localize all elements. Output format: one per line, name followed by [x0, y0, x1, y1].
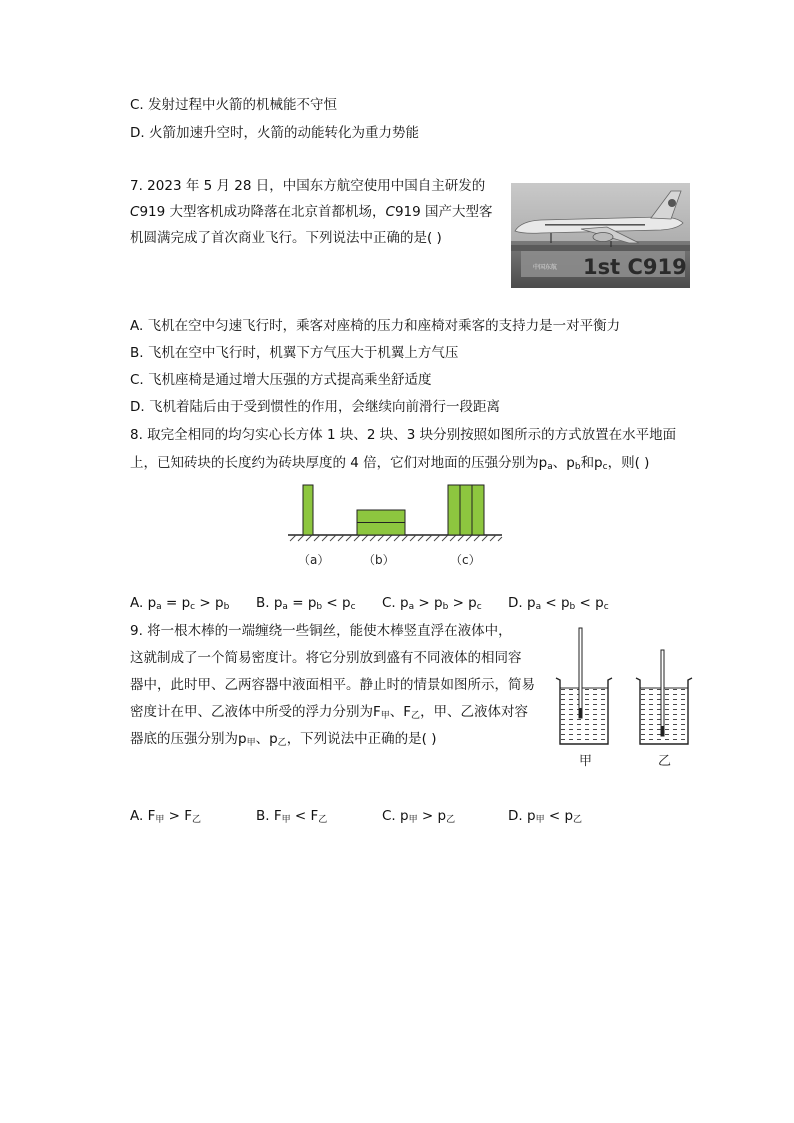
q9-option-b: B. $F_甲 < F_乙$: [256, 808, 328, 825]
option-d-prev: D. 火箭加速升空时，火箭的动能转化为重力势能: [130, 125, 419, 141]
q9-option-d: D. $p_甲 < p_乙$: [508, 808, 583, 825]
label-a: （a）: [298, 553, 330, 567]
q7-line-3: 机圆满完成了首次商业飞行。下列说法中正确的是( ): [130, 230, 442, 246]
q7-option-a: A. 飞机在空中匀速飞行时，乘客对座椅的压力和座椅对乘客的支持力是一对平衡力: [130, 318, 621, 334]
q7-line-2: C919 大型客机成功降落在北京首都机场，C919 国产大型客: [130, 204, 493, 220]
q9-option-a: A. $F_甲 > F_乙$: [130, 808, 202, 825]
q7-option-c: C. 飞机座椅是通过增大压强的方式提高乘坐舒适度: [130, 372, 432, 388]
brick-b-top: [357, 510, 405, 523]
label-yi: 乙: [658, 754, 672, 769]
brick-c-2: [460, 485, 472, 535]
beaker-jia: [556, 628, 612, 744]
q7-line-1: 7. 2023 年 5 月 28 日，中国东方航空使用中国自主研发的: [130, 178, 486, 194]
brick-c-3: [472, 485, 484, 535]
brick-b-bottom: [357, 523, 405, 536]
q9-line-5: 器底的压强分别为$p_甲$、$p_乙$，下列说法中正确的是( ): [130, 731, 437, 748]
q8-option-d: D. $p_a < p_b < p_c$: [508, 595, 609, 612]
q9-option-c: C. $p_甲 > p_乙$: [382, 808, 456, 825]
q8-option-b: B. $p_a = p_b < p_c$: [256, 595, 356, 612]
bricks-figure: [280, 480, 510, 575]
q8-line-1: 8. 取完全相同的均匀实心长方体 1 块、2 块、3 块分别按照如图所示的方式放置在水平地面: [130, 427, 677, 443]
photo-c919-text: 1st C919: [583, 255, 687, 279]
aircraft-photo: [511, 183, 690, 288]
option-c-prev: C. 发射过程中火箭的机械能不守恒: [130, 97, 338, 113]
photo-logo-text: 中国东航: [533, 264, 558, 271]
brick-a: [303, 485, 313, 535]
label-b: （b）: [363, 553, 395, 567]
density-meter-figure: [552, 622, 700, 772]
q9-line-2: 这就制成了一个简易密度计。将它分别放到盛有不同液体的相同容: [130, 650, 522, 666]
label-c: （c）: [450, 553, 481, 567]
q9-line-4: 密度计在甲、乙液体中所受的浮力分别为$F_甲$、$F_乙$，甲、乙液体对容: [130, 704, 529, 721]
q9-line-1: 9. 将一根木棒的一端缠绕一些铜丝，能使木棒竖直浮在液体中，: [130, 623, 512, 639]
q7-option-d: D. 飞机着陆后由于受到惯性的作用，会继续向前滑行一段距离: [130, 399, 500, 415]
q9-line-3: 器中，此时甲、乙两容器中液面相平。静止时的情景如图所示，简易: [130, 677, 535, 693]
q8-line-2: 上，已知砖块的长度约为砖块厚度的 4 倍，它们对地面的压强分别为$p_a$、$p_b$和$p_c$，则( ): [130, 455, 650, 472]
label-jia: 甲: [579, 754, 593, 769]
brick-c-1: [448, 485, 460, 535]
q7-option-b: B. 飞机在空中飞行时，机翼下方气压大于机翼上方气压: [130, 345, 459, 361]
beaker-yi: [636, 650, 692, 744]
q8-option-c: C. $p_a > p_b > p_c$: [382, 595, 482, 612]
q8-option-a: A. $p_a = p_c > p_b$: [130, 595, 230, 612]
